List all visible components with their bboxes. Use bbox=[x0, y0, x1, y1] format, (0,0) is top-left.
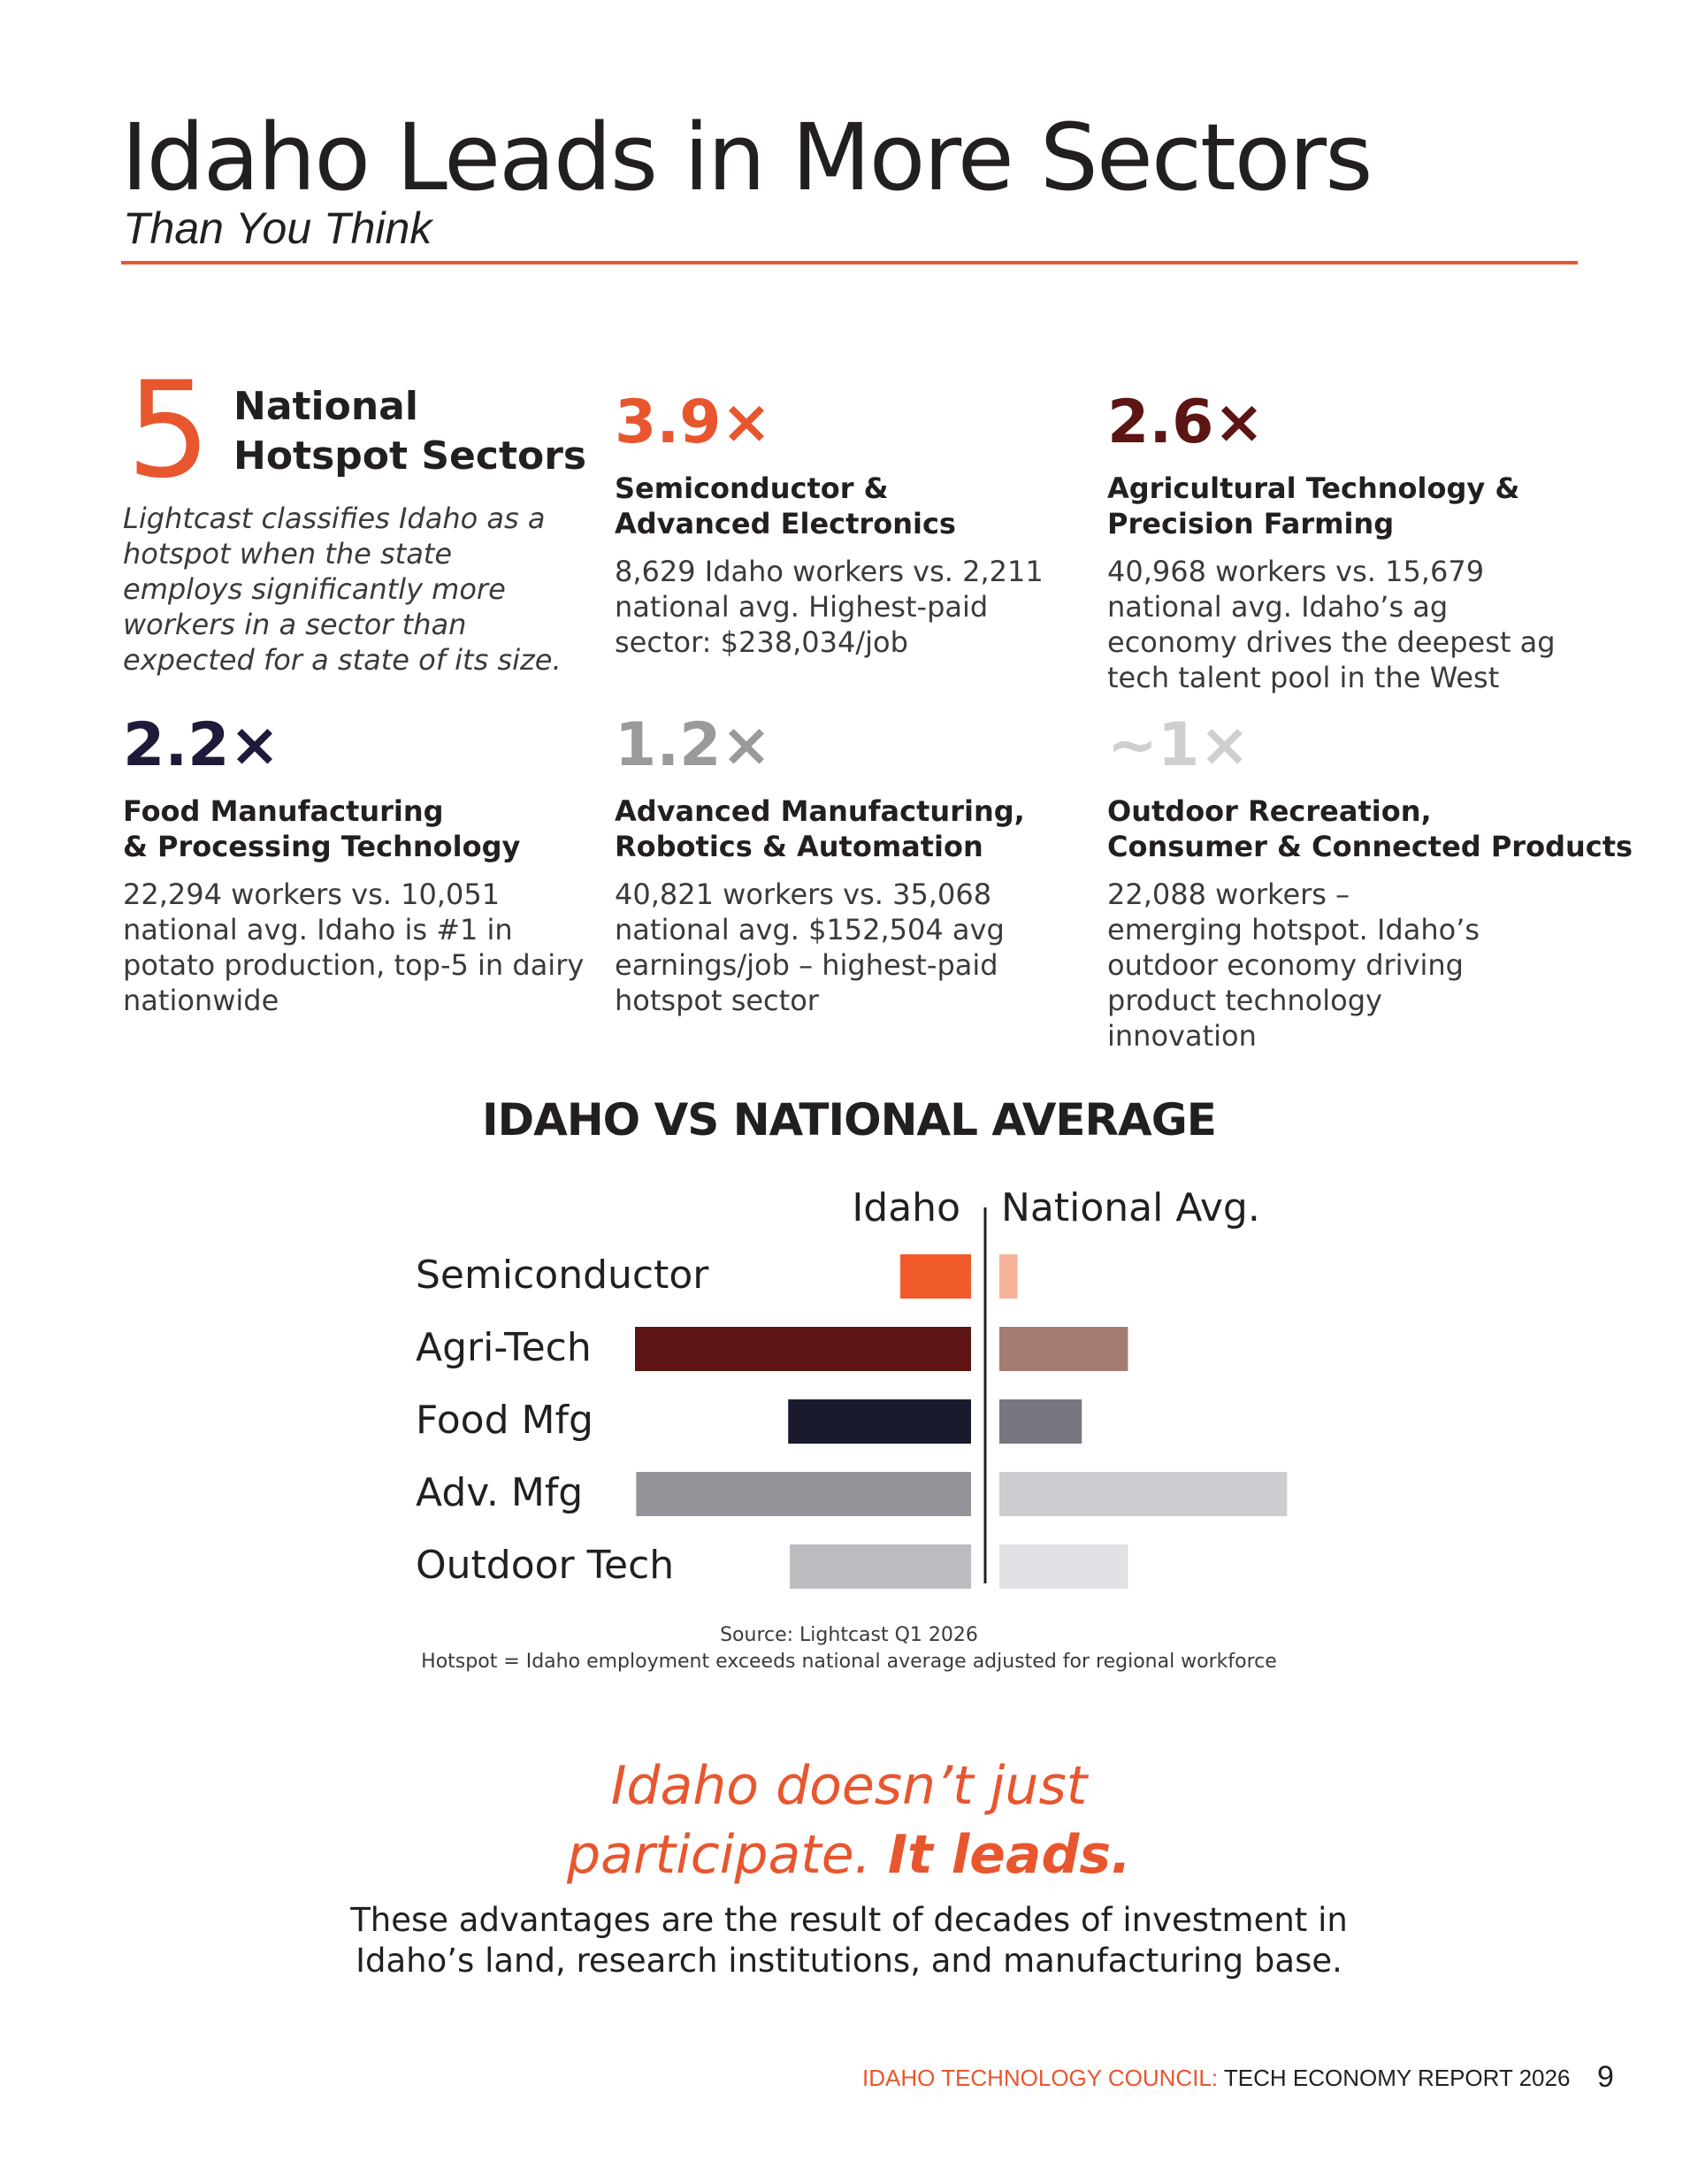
chart-bar-idaho bbox=[635, 1327, 971, 1371]
sector-multiplier: 2.2× bbox=[123, 710, 280, 780]
sector-card-outdoor bbox=[1107, 710, 1633, 1054]
sector-card-agritech bbox=[1107, 387, 1585, 695]
sector-card-advmfg bbox=[615, 710, 1097, 1018]
chart-source: Source: Lightcast Q1 2026 bbox=[720, 1624, 978, 1646]
sector-description: 8,629 Idaho workers vs. 2,211 national avg. Highest-paid sector: $238,034/job bbox=[615, 555, 1044, 659]
page-number: 9 bbox=[1597, 2060, 1614, 2094]
sector-card-semiconductor bbox=[615, 387, 1092, 660]
sector-name-line2: Advanced Electronics bbox=[615, 507, 956, 540]
chart-category-label: Adv. Mfg bbox=[416, 1470, 584, 1515]
sector-multiplier: 2.6× bbox=[1107, 387, 1265, 457]
sector-name-line1: Advanced Manufacturing, bbox=[615, 794, 1025, 828]
chart-title: IDAHO VS NATIONAL AVERAGE bbox=[482, 1094, 1216, 1146]
sector-description: 40,821 workers vs. 35,068 national avg. $152,504 avg earnings/job – highest-paid hotspot sector bbox=[615, 877, 1005, 1017]
sector-description: 40,968 workers vs. 15,679 national avg. Idaho’s ag economy drives the deepest ag tech talent pool in the West bbox=[1107, 555, 1556, 694]
chart-bar-national bbox=[999, 1399, 1082, 1444]
chart-category-label: Semiconductor bbox=[416, 1253, 709, 1298]
chart-bars bbox=[416, 1253, 1287, 1589]
page-title: Idaho Leads in More Sectors bbox=[121, 103, 1372, 211]
chart-bar-idaho bbox=[788, 1399, 971, 1444]
chart-bar-national bbox=[999, 1327, 1128, 1371]
sector-card-food bbox=[123, 710, 600, 1018]
chart-category-label: Agri-Tech bbox=[416, 1325, 592, 1370]
sector-name-line2: Robotics & Automation bbox=[615, 830, 983, 863]
chart-category-label: Outdoor Tech bbox=[416, 1543, 675, 1588]
hotspot-label-line2: Hotspot Sectors bbox=[233, 433, 587, 479]
hotspot-count: 5 bbox=[126, 354, 211, 508]
chart-category-label: Food Mfg bbox=[416, 1398, 593, 1443]
title-divider bbox=[121, 261, 1578, 264]
chart-bar-national bbox=[999, 1544, 1128, 1589]
pull-quote-emphasis: It leads. bbox=[887, 1824, 1131, 1886]
chart-bar-national bbox=[999, 1472, 1287, 1516]
pull-quote-line1: Idaho doesn’t just bbox=[610, 1755, 1088, 1817]
sector-multiplier: 3.9× bbox=[615, 387, 772, 457]
chart-bar-idaho bbox=[636, 1472, 971, 1516]
sector-name-line2: & Processing Technology bbox=[123, 830, 521, 863]
sector-description: 22,294 workers vs. 10,051 national avg. Idaho is #1 in potato production, top-5 in dairy nationwide bbox=[123, 877, 585, 1017]
idaho-vs-national-chart bbox=[354, 1185, 1344, 1592]
chart-bar-national bbox=[999, 1254, 1018, 1299]
sector-multiplier: 1.2× bbox=[615, 710, 772, 780]
chart-header-national: National Avg. bbox=[1001, 1185, 1260, 1230]
page-footer bbox=[862, 2063, 1570, 2093]
sector-name-line1: Outdoor Recreation, bbox=[1107, 794, 1432, 828]
closing-statement bbox=[0, 1900, 1698, 1981]
chart-header-idaho: Idaho bbox=[852, 1185, 960, 1230]
chart-footnote: Hotspot = Idaho employment exceeds national average adjusted for regional workforce bbox=[421, 1651, 1277, 1673]
closing-line1: These advantages are the result of decades of investment in bbox=[350, 1901, 1348, 1939]
hotspot-description: Lightcast classifies Idaho as a hotspot when the state employs significantly more workers in a sector than expected for a state of its size. bbox=[123, 502, 562, 677]
sector-description: 22,088 workers – emerging hotspot. Idaho’s outdoor economy driving product technology innovation bbox=[1107, 877, 1480, 1053]
sector-multiplier: ~1× bbox=[1107, 710, 1251, 780]
sector-name-line1: Semiconductor & bbox=[615, 471, 889, 505]
chart-bar-idaho bbox=[790, 1544, 971, 1589]
closing-line2: Idaho’s land, research institutions, and manufacturing base. bbox=[356, 1942, 1342, 1980]
sector-name-line1: Food Manufacturing bbox=[123, 794, 444, 828]
footer-report-title: TECH ECONOMY REPORT 2026 bbox=[1218, 2065, 1571, 2091]
chart-bar-idaho bbox=[900, 1254, 971, 1299]
sector-name-line2: Precision Farming bbox=[1107, 507, 1395, 540]
hotspot-label-line1: National bbox=[233, 384, 418, 429]
page-subtitle: Than You Think bbox=[123, 203, 432, 253]
pull-quote-line2 bbox=[0, 1820, 1698, 1889]
sector-name-line1: Agricultural Technology & bbox=[1107, 471, 1520, 505]
pull-quote-regular: participate. bbox=[567, 1824, 888, 1886]
sector-name-line2: Consumer & Connected Products bbox=[1107, 830, 1633, 863]
pull-quote bbox=[0, 1751, 1698, 1889]
footer-org: IDAHO TECHNOLOGY COUNCIL: bbox=[862, 2065, 1219, 2091]
hotspot-label bbox=[233, 382, 586, 481]
